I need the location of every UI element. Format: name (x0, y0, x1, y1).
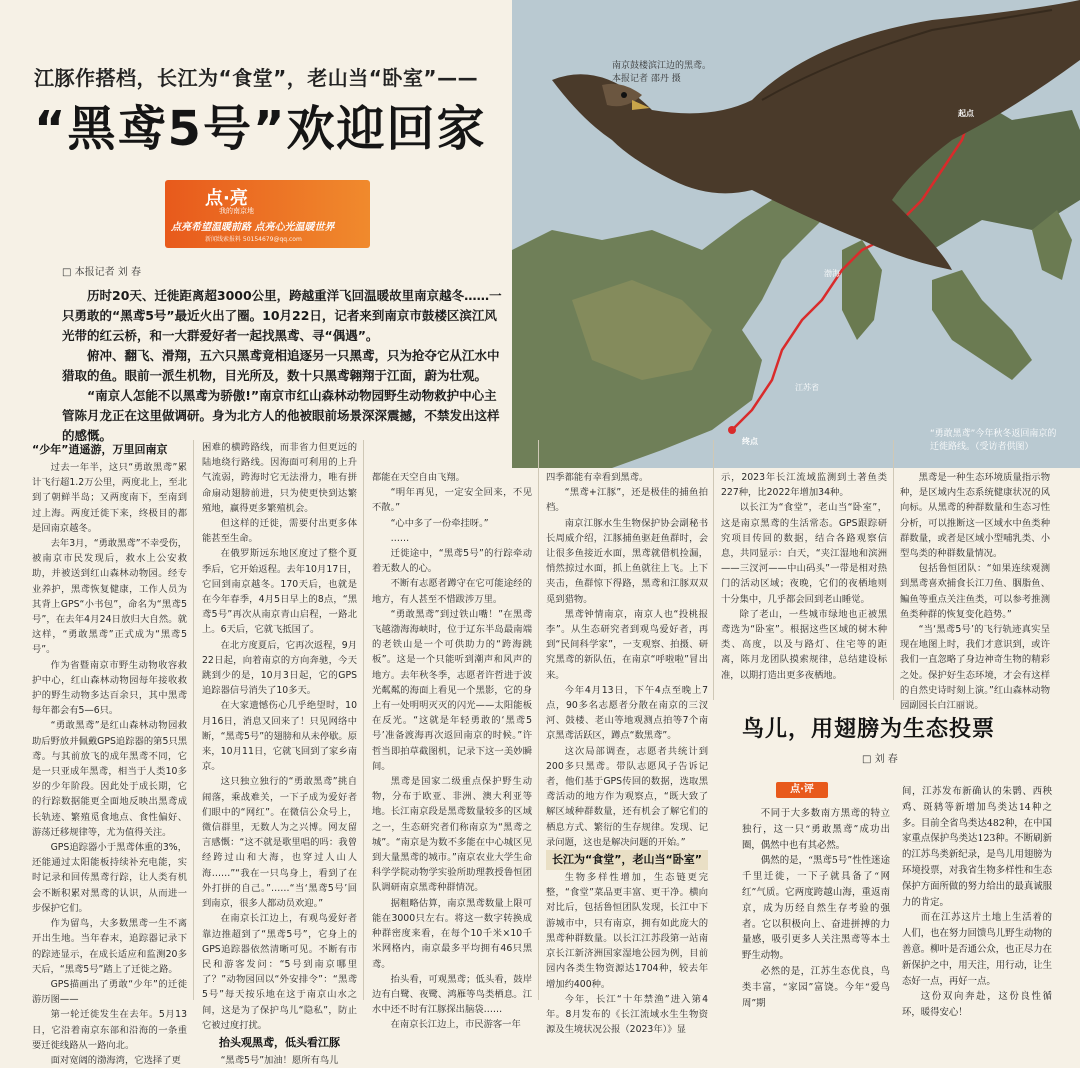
body-column-2 (202, 440, 358, 1066)
body-paragraph: GPS追踪器小于黑鸢体重的3%，还能通过太阳能板持续补充电能，实时记录和回传黑鸢行踪，让人类有机会不断积累对黑鸢的认识，从而进一步保护它们。 (32, 842, 187, 914)
column-divider (363, 440, 364, 1000)
body-paragraph: 在俄罗斯远东地区度过了整个夏季后，它开始返程。去年10月17日，它回到南京越冬。170天后，也就是在今年春季，4月5日早上的8点，“黑鸢5号”再次从南京青山启程，一路北上。6天后，它就飞抵国了。 (202, 548, 357, 636)
body-paragraph: 黑鸢钟情南京，南京人也“投桃报李”。从生态研究者到观鸟爱好者，再到“民间科学家”，一支观察、拍摄、研究黑鸢的新队伍，在南京“呼啦啦”冒出来。 (546, 608, 708, 681)
body-paragraph: 除了老山，一些城市绿地也正被黑鸢选为“卧室”。根据这些区域的树木种类、高度，以及与路灯、住宅等的距离，陈月龙团队摸索规律，总结建设标准，以期打造出更多夜栖地。 (721, 608, 887, 681)
migration-map (512, 0, 1080, 468)
section-heading: 抬头观黑鸢，低头看江豚 (219, 1035, 340, 1049)
section-heading (546, 850, 708, 870)
promo-contact: 新闻线索报料 50154679@qq.com (205, 236, 302, 243)
body-paragraph: 黑鸢是一种生态环境质量指示物种，是区域内生态系统健康状况的风向标。从黑鸢的种群数量和生态习性分析，可以推断这一区域水中鱼类种群数量，或者是区域小型哺乳类、小型鸟类的种群数量情况。 (900, 472, 1050, 560)
body-paragraph: 面对宽阔的渤海湾，它选择了更 (50, 1054, 181, 1066)
body-paragraph: 不断有志愿者蹲守在它可能途经的地方，有人甚至不惜跋涉万里。 (372, 578, 532, 605)
article-lead (62, 286, 502, 446)
body-paragraph: 迁徙途中，“黑鸢5号”的行踪牵动着无数人的心。 (372, 548, 532, 575)
body-paragraph: 作为留鸟，大多数黑鸢一生不离开出生地。当年春末，追踪器记录下的踪迹显示，在成长适应和监测20多天后，“黑鸢5号”踏上了迁徙之路。 (32, 918, 187, 975)
body-paragraph: 困难的横跨路线，而非省力但更远的陆地绕行路线。因海面可利用的上升气流弱，跨海时它无法滑力，唯有拼命扇动翅膀前进，只为使更快到达繁殖地，赢得更多繁殖机会。 (202, 442, 357, 514)
commentary-column-2 (902, 784, 1053, 1019)
body-column-4 (546, 470, 708, 1036)
body-paragraph: “心中多了一份牵挂呀。” (390, 517, 489, 529)
page-title: “黑鸢5号”欢迎回家 (34, 101, 487, 157)
body-paragraph: 这次局部调查，志愿者共统计到200多只黑鸢。带队志愿风子告诉记者，他们基于GPS传回的数据，选取黑鸢活动的地方作为观察点，“既大致了解区域种群数量，还有机会了解它们的栖息方式、繁衍的生存规律。发现、记录问题，这也是解决问题的开始。” (546, 745, 708, 848)
commentary-byline: □ 刘 春 (862, 754, 898, 765)
body-column-1 (32, 440, 188, 1066)
commentary-paragraph: 而在江苏这片土地上生活着的人们，也在努力回馈鸟儿野生动物的善意。柳叶是否通公众，也正尽力在新保护之中，用天注，用行动，让生态好一点，再好一点。 (902, 912, 1053, 987)
body-paragraph: 今年，长江“十年禁渔”进入第4年。8月发布的《长江流域水生生物资源及生境状况公报（2023年）》显 (546, 993, 708, 1036)
column-divider (713, 440, 714, 700)
body-paragraph: “黑鸢+江豚”，还是极佳的捕鱼拍档。 (546, 487, 708, 514)
route-end-marker (728, 426, 736, 434)
body-paragraph: 包括鲁恒团队：“如果连续观测到黑鸢喜欢捕食长江刀鱼、胭脂鱼、鳊鱼等重点关注鱼类，可以参考推测鱼类种群的恢复变化趋势。” (900, 563, 1050, 620)
hero-photo-map (512, 0, 1080, 468)
body-column-6 (900, 470, 1050, 712)
map-label-jiangsu: 江苏省 (795, 383, 819, 392)
body-paragraph: 四季都能有幸看到黑鸢。 (546, 472, 649, 483)
body-paragraph: “明年再见，一定安全回来，不见不散。” (372, 487, 532, 514)
section-heading: “少年”逍遥游，万里回南京 (32, 443, 168, 456)
body-paragraph: “勇敢黑鸢”是红山森林动物园救助后野放并佩戴GPS追踪器的第5只黑鸢。与其前放飞的成年黑鸢不同，它是一只亚成年黑鸢，相当于人类10多岁的少年阶段。因此处于成长期，它的行踪数据能更全面地反映出黑鸢成长轨迹、繁殖觅食地点、食性偏好、游荡迁移规律等，尤为值得关注。 (32, 720, 187, 838)
body-paragraph: 抬头看，可观黑鸢；低头看，鼓岸边有白鹭、夜鹭、鸿雁等鸟类栖息。江水中还不时有江豚探出脑袋…… (372, 973, 532, 1016)
body-column-3 (372, 470, 532, 1031)
body-paragraph: 在大家遗憾伤心几乎绝望时，10月16日，消息又回来了！只见网络中断，“黑鸢5号”的翅膀和从未停歇。原来，10月11日，它就飞回到了家乡南京。 (202, 700, 358, 773)
map-label-start: 起点 (958, 109, 974, 118)
lead-paragraph: 历时20天、迁徙距离超3000公里，跨越重洋飞回温暖故里南京越冬……一只勇敢的“黑鸢5号”最近火出了圈。10月22日，记者来到南京市鼓楼区滨江风光带的红云桥，和一大群爱好者一起找黑鸢、寻“偶遇”。 (62, 288, 502, 343)
section-heading-text: 长江为“食堂”，老山当“卧室” (546, 850, 708, 870)
column-divider (538, 440, 539, 1000)
promo-slogan: 点亮希望温暖前路 点亮心光温暖世界 (171, 222, 335, 233)
body-paragraph: …… (390, 532, 410, 544)
body-paragraph: GPS描画出了勇敢“少年”的迁徙游历图—— (32, 978, 187, 1006)
promo-subtitle: 我的南京地 (219, 207, 254, 215)
body-paragraph: “黑鸢5号”加油！愿所有鸟儿 (220, 1054, 339, 1066)
commentary-title: 鸟儿，用翅膀为生态投票 (742, 717, 996, 742)
body-paragraph: “勇敢黑鸢”到过铁山嘴！”在黑鸢飞越渤海海峡时，位于辽东半岛最南端的老铁山是一个可供助力的“跨海跳板”。这是一个只能听到潮声和风声的地方。去年秋冬季，志愿者许哲进于波光粼粼的海面上看见一个黑影，它的身上有一处明明灭灭的闪光——太阳能板在反光。“这就是年轻勇敢的‘黑鸢5号’准备渡海再次返回南京的时候。”许哲当即拍草截图机，记录下这一美妙瞬间。 (372, 608, 532, 772)
photo-caption-line1: 南京鼓楼滨江边的黑鸢。 (612, 61, 712, 71)
body-paragraph: 都能在天空自由飞翔。 (372, 472, 465, 483)
map-label-bohai: 渤海 (824, 269, 840, 278)
photo-caption (612, 60, 711, 86)
column-divider (893, 440, 894, 700)
column-divider (193, 440, 194, 1000)
commentary-paragraph: 必然的是，江苏生态优良，鸟类丰富，“家园”富饶。今年“爱鸟周”期 (742, 965, 890, 1009)
body-paragraph: 黑鸢是国家二级重点保护野生动物，分布于欧亚、非洲、澳大利亚等地。长江南京段是黑鸢数量较多的区域之一，生态研究者们称南京为“黑鸢之城”。“南京是为数不多能在中心城区见到大量黑鸢的城市。”南京农业大学生命科学学院动物学实验所助理教授鲁恒团队调研南京黑鸢种群情况。 (372, 776, 532, 894)
body-paragraph: 今年4月13日，下午4点至晚上7点，90多名志愿者分散在南京的三汊河、鼓楼、老山等地观测点拍等7个南京黑鸢活跃区，蹲点“数黑鸢”。 (546, 684, 708, 742)
commentary-paragraph: 这份双向奔赴，这份良性循环，暖得安心！ (902, 991, 1052, 1019)
commentary-tag: 点·评 (776, 782, 828, 798)
body-paragraph: 但这样的迁徙，需要付出更多体能甚至生命。 (202, 518, 357, 545)
body-paragraph: 作为省暨南京市野生动物收容救护中心，红山森林动物园每年接收救护的野生动物多达百余只，其中黑鸢每年都会有5—6只。 (32, 659, 187, 717)
body-paragraph: 过去一年半，这只“勇敢黑鸢”累计飞行超1.2万公里，两度北上，至北到了朝鲜半岛；又两度南下，至南到过上海。两度迁徙下来，终极目的都是回南京越冬。 (32, 462, 187, 534)
promo-banner (165, 180, 370, 248)
commentary-paragraph: 不同于大多数南方黑鸢的特立独行，这一只“勇敢黑鸢”成功出圈，偶然中也有其必然。 (742, 808, 890, 851)
article-byline: □ 本报记者 刘 春 (62, 267, 141, 278)
promo-title: 点·亮 (205, 188, 248, 209)
body-paragraph: 在北方度夏后，它再次返程，9月22日起，向着南京的方向奔驰，今天跳到少的是，10月3日起，它的GPS追踪器信号消失了10多天。 (202, 639, 357, 697)
body-paragraph: 示，2023年长江流域监测到土著鱼类227种，比2022年增加34种。 (721, 472, 887, 499)
map-caption: “勇敢黑鸢”今年秋冬返回南京的迁徙路线。（受访者供图） (930, 429, 1057, 452)
body-paragraph: 第一轮迁徙发生在去年。5月13日，它沿着南京东部和沿海的一条重要迁徙线路从一路向北。 (32, 1009, 187, 1051)
commentary-column-1 (742, 806, 890, 1009)
body-paragraph: 在南京长江边上，市民游客一年 (390, 1019, 521, 1031)
commentary-paragraph: 偶然的是，“黑鸢5号”性性迷途千里迁徙，一下子就具备了“网红”气质。它两度跨越山海，重返南京，成为历经自然生存考验的强者。它以积极向上、奋进拼搏的力量感，吸引更多人关注黑鸢等本土野生动物。 (742, 855, 890, 962)
body-paragraph: 据粗略估算，南京黑鸢数量上限可能在3000只左右。将这一数字转换成种群密度来看，在每个10千米×10千米网格内，南京最多平均拥有46只黑鸢。 (372, 897, 532, 970)
body-paragraph: 这只独立独行的“勇敢黑鸢”挑自闹落，乘战难关，一下子成为爱好者们眼中的“网红”。在微信公众号上，微信群里，无数人为之兴博。网友留言感慨：“这不就是歌里唱的吗：我曾经跨过山和大海，也穿过人山人海……”“我在一只鸟身上，看到了在外打拼的自己。”……“当‘黑鸢5号’回到南京，很多人都动员欢迎。” (202, 776, 357, 910)
map-label-end: 终点 (742, 437, 758, 446)
body-paragraph: 南京江豚水生生物保护协会副秘书长周威介绍，江豚捕鱼驱赶鱼群时，会让很多鱼接近水面，黑鸢就借机捡漏，悄然掠过水面，抓上鱼就往上飞。上下夹击，鱼群惊下得路，黑鸢和江豚双双觅到猎物。 (546, 517, 708, 605)
body-paragraph: 以长江为“食堂”，老山当“卧室”，这是南京黑鸢的生活常态。GPS跟踪研究项目传回的数据，结合各路观察信息，共同显示：白天，“夹江湿地和滨洲——三汊河——中山码头”一带是相对热门的活动区域；夜晚，它们的夜栖地则十分集中，几乎都会回到老山睡觉。 (721, 502, 887, 605)
body-paragraph: 在南京长江边上，有观鸟爱好者靠边推超到了“黑鸢5号”，它身上的GPS追踪器依然清晰可见。不断有市民和游客发问：“5号到南京哪里了？”动物园回以“外安排令”：“黑鸢5号”每天按乐地在这于南京山水之间，这是为了保护鸟儿“隐私”，防止它被过度打扰。 (202, 913, 357, 1031)
body-paragraph: “当‘黑鸢5号’的飞行轨迹真实呈现在地图上时，我们才意识到，或许我们一直忽略了身边神奇生物的精彩之处。保护好生态环境，才会有这样的自然史诗时刻上演。”红山森林动物园副园长白江丽说。 (900, 624, 1050, 712)
photo-caption-line2: 本报记者 邵丹 摄 (612, 74, 681, 84)
body-paragraph: 生物多样性增加，生态链更完整，“食堂”菜品更丰富、更干净。横向对比后，包括鲁恒团队发现，长江中下游城市中，只有南京，拥有如此庞大的黑鸢种群数量。以长江江苏段第一站南京长江新济洲国家湿地公园为例，目前园内各类生物资源达1704种，较去年增加约400种。 (546, 872, 708, 990)
body-column-5 (721, 470, 887, 700)
lead-paragraph: “南京人怎能不以黑鸢为骄傲!”南京市红山森林动物园野生动物救护中心主管陈月龙正在这里做调研。身为北方人的他被眼前场景深深震撼，不禁发出这样的感慨。 (62, 388, 500, 443)
headline-kicker: 江豚作搭档，长江为“食堂”，老山当“卧室”—— (34, 66, 479, 90)
lead-paragraph: 俯冲、翻飞、滑翔，五六只黑鸢竟相追逐另一只黑鸢，只为抢夺它从江水中猎取的鱼。眼前一派生机物，目光所及，数十只黑鸢翱翔于江面，蔚为壮观。 (62, 348, 500, 383)
body-paragraph: 去年3月，“勇敢黑鸢”不幸受伤，被南京市民发现后，救水上公安救助，并被送到红山森林动物园。经专业养护，黑鸢恢复健康，工作人员为其背上GPS“小书包”，命名为“黑鸢5号”，在去年4月24日放归大自然。就这样，“勇敢黑鸢”正式成为“黑鸢5号”。 (32, 538, 188, 656)
commentary-paragraph: 间，江苏发布新确认的朱鹮、西秧鸡、斑鸫等新增加鸟类达14种之多。目前全省鸟类达482种，在中国家重点保护鸟类达123种。不断刷新的江苏鸟类新纪录，是鸟儿用翅膀为环境投票，对我省生物多样性和生态保护方面所做的努力给出的最真诚服力的肯定。 (902, 786, 1053, 908)
